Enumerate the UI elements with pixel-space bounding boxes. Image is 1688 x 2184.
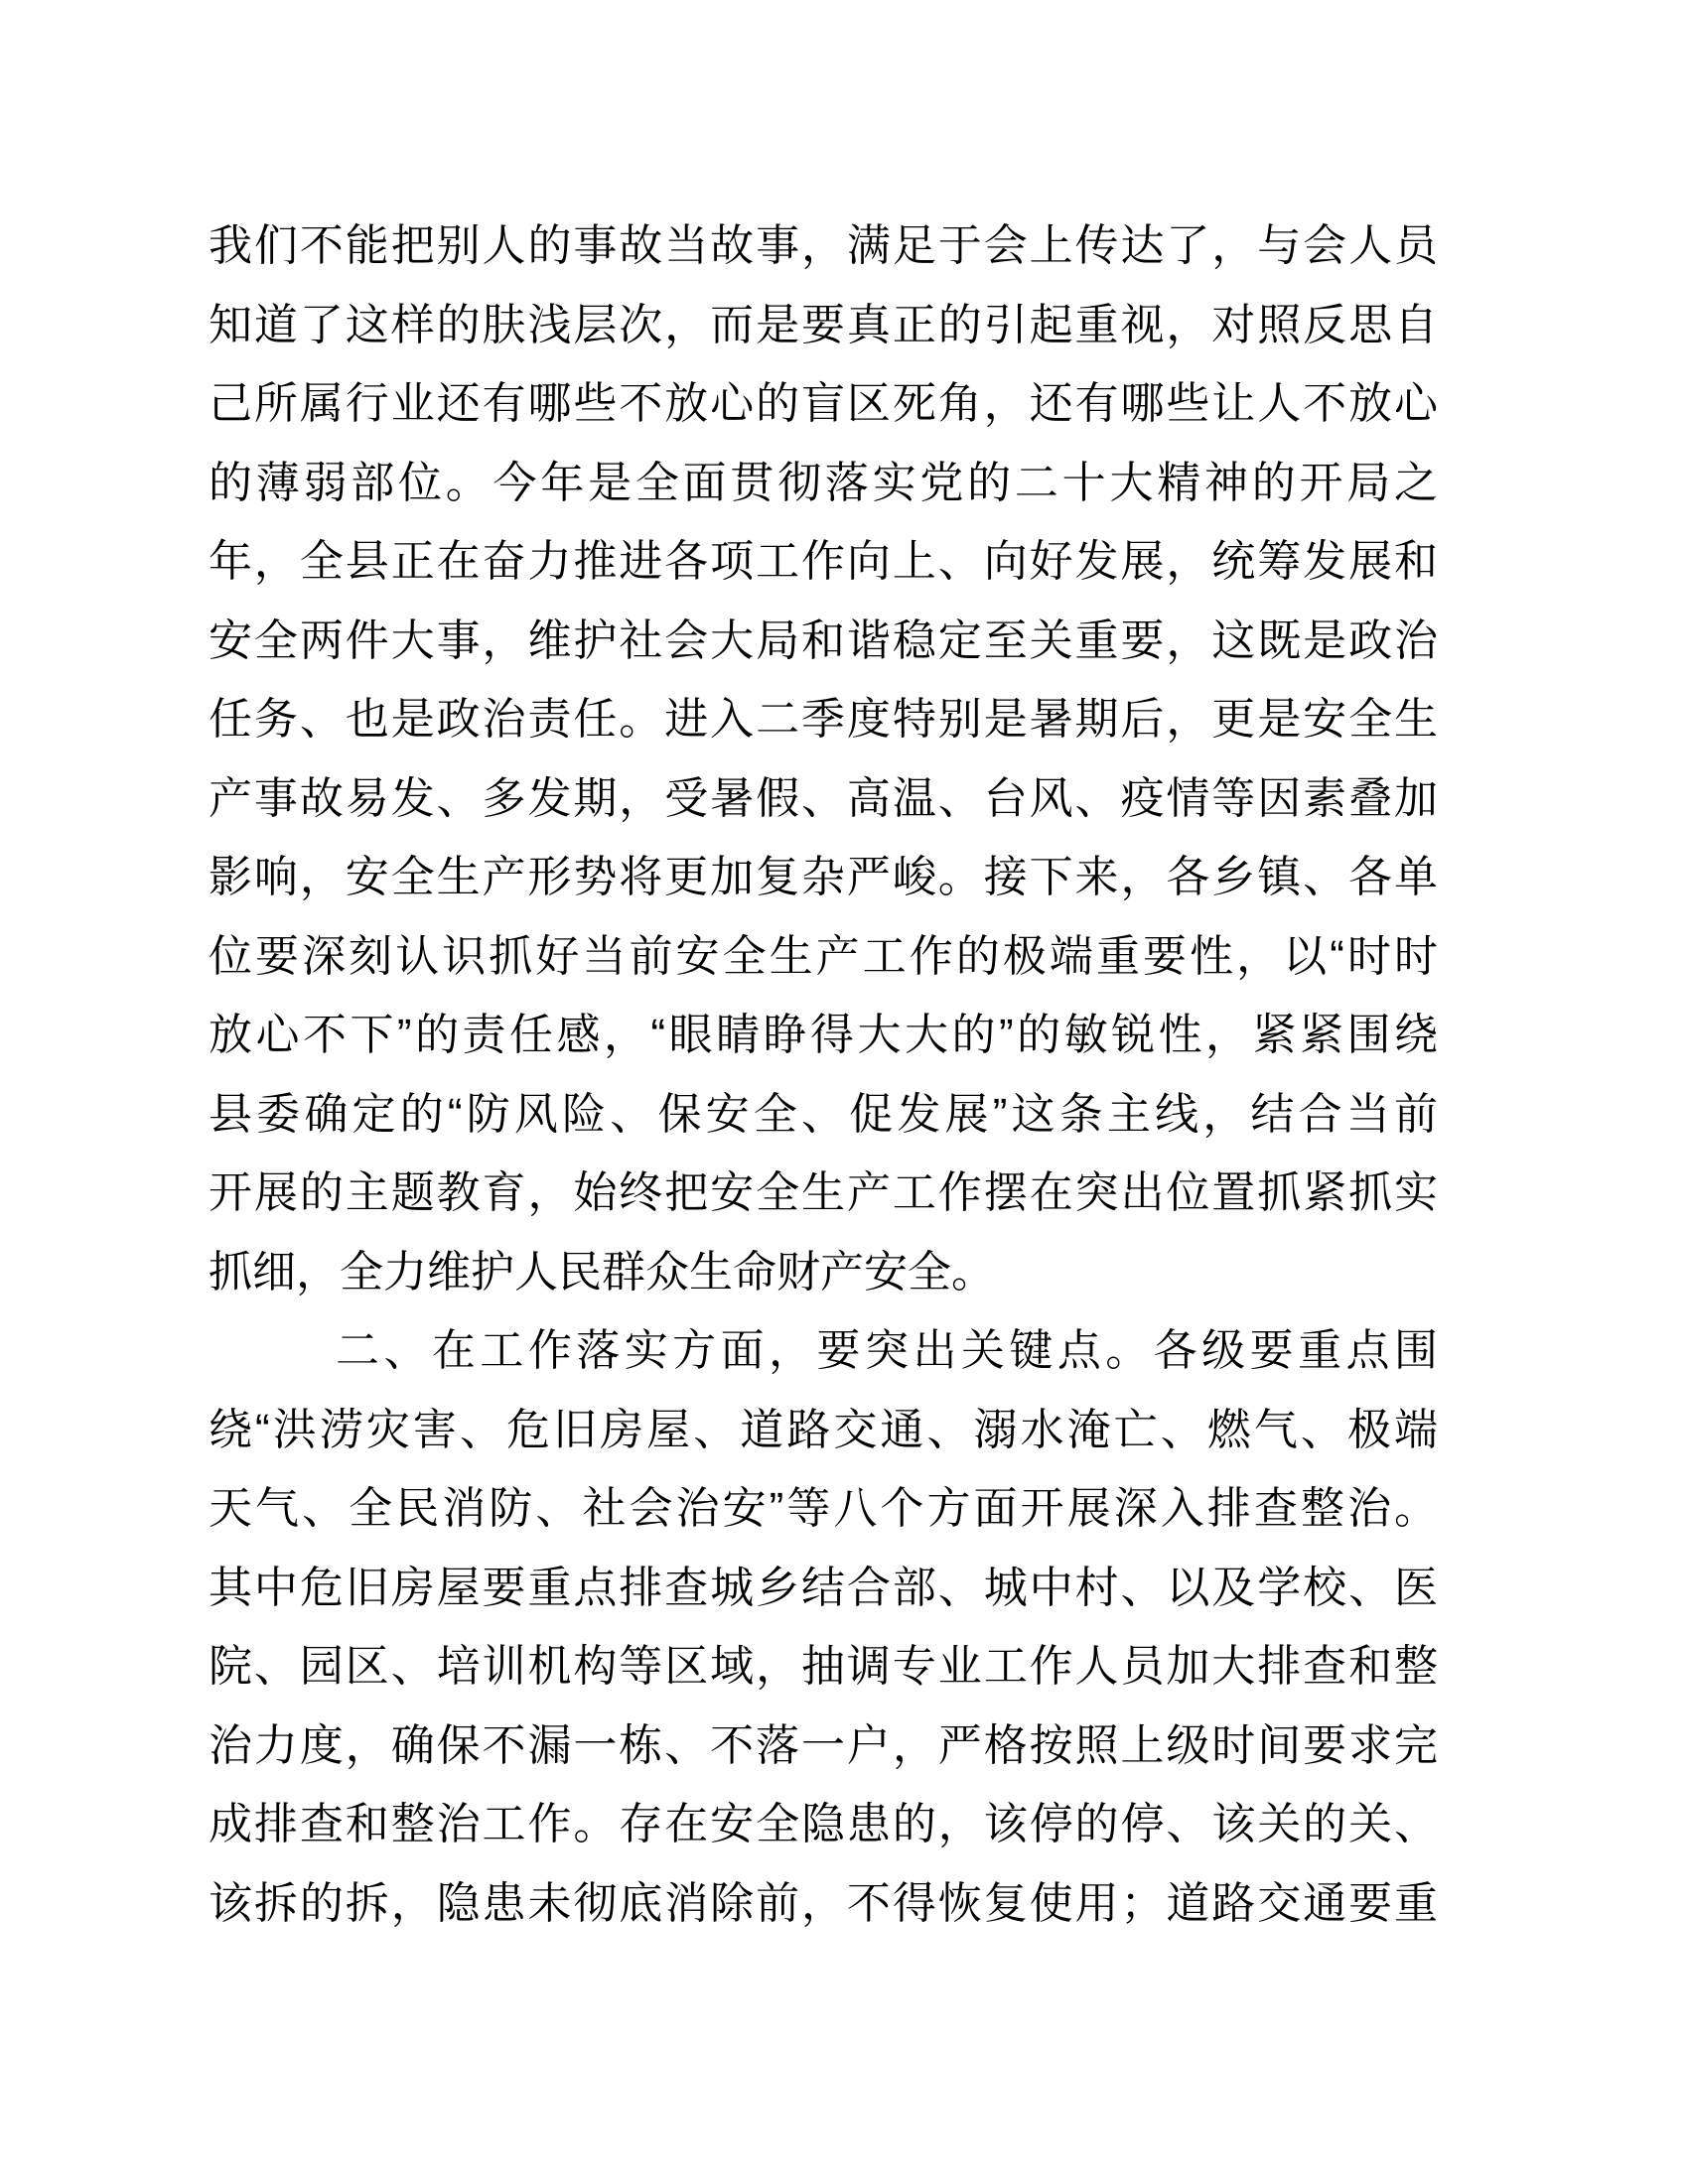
text-line: 院、园区、培训机构等区域，抽调专业工作人员加大排查和整	[209, 1642, 1438, 1691]
text-line: 成排查和整治工作。存在安全隐患的，该停的停、该关的关、	[209, 1800, 1438, 1848]
text-line: 年，全县正在奋力推进各项工作向上、向好发展，统筹发展和	[209, 537, 1438, 586]
text-line: 县委确定的“防风险、保安全、促发展”这条主线，结合当前	[209, 1089, 1438, 1139]
text-line: 绕“洪涝灾害、危旧房屋、道路交通、溺水淹亡、燃气、极端	[209, 1405, 1438, 1454]
text-line: 放心不下”的责任感，“眼睛睁得大大的”的敏锐性，紧紧围绕	[209, 1011, 1438, 1059]
text-line: 产事故易发、多发期，受暑假、高温、台风、疫情等因素叠加	[209, 773, 1438, 823]
text-line: 开展的主题教育，始终把安全生产工作摆在突出位置抓紧抓实	[209, 1168, 1438, 1217]
text-line: 天气、全民消防、社会治安”等八个方面开展深入排查整治。	[209, 1484, 1438, 1533]
text-line: 位要深刻认识抓好当前安全生产工作的极端重要性，以“时时	[209, 931, 1438, 981]
text-line: 知道了这样的肤浅层次，而是要真正的引起重视，对照反思自	[209, 300, 1438, 349]
text-line: 其中危旧房屋要重点排查城乡结合部、城中村、以及学校、医	[209, 1563, 1438, 1612]
text-line: 安全两件大事，维护社会大局和谐稳定至关重要，这既是政治	[209, 615, 1438, 665]
text-line: 的薄弱部位。今年是全面贯彻落实党的二十大精神的开局之	[209, 458, 1438, 507]
text-line: 任务、也是政治责任。进入二季度特别是暑期后，更是安全生	[209, 695, 1438, 744]
text-line-paragraph-start: 二、在工作落实方面，要突出关键点。各级要重点围	[336, 1326, 1438, 1375]
text-line: 治力度，确保不漏一栋、不落一户，严格按照上级时间要求完	[209, 1720, 1438, 1770]
text-line-paragraph-end: 抓细，全力维护人民群众生命财产安全。	[209, 1247, 995, 1297]
text-line: 影响，安全生产形势将更加复杂严峻。接下来，各乡镇、各单	[209, 853, 1438, 901]
text-line: 己所属行业还有哪些不放心的盲区死角，还有哪些让人不放心	[209, 379, 1438, 428]
document-text-block	[209, 206, 1438, 1943]
text-line: 该拆的拆，隐患未彻底消除前，不得恢复使用；道路交通要重	[209, 1878, 1438, 1928]
text-line: 我们不能把别人的事故当故事，满足于会上传达了，与会人员	[209, 221, 1438, 270]
